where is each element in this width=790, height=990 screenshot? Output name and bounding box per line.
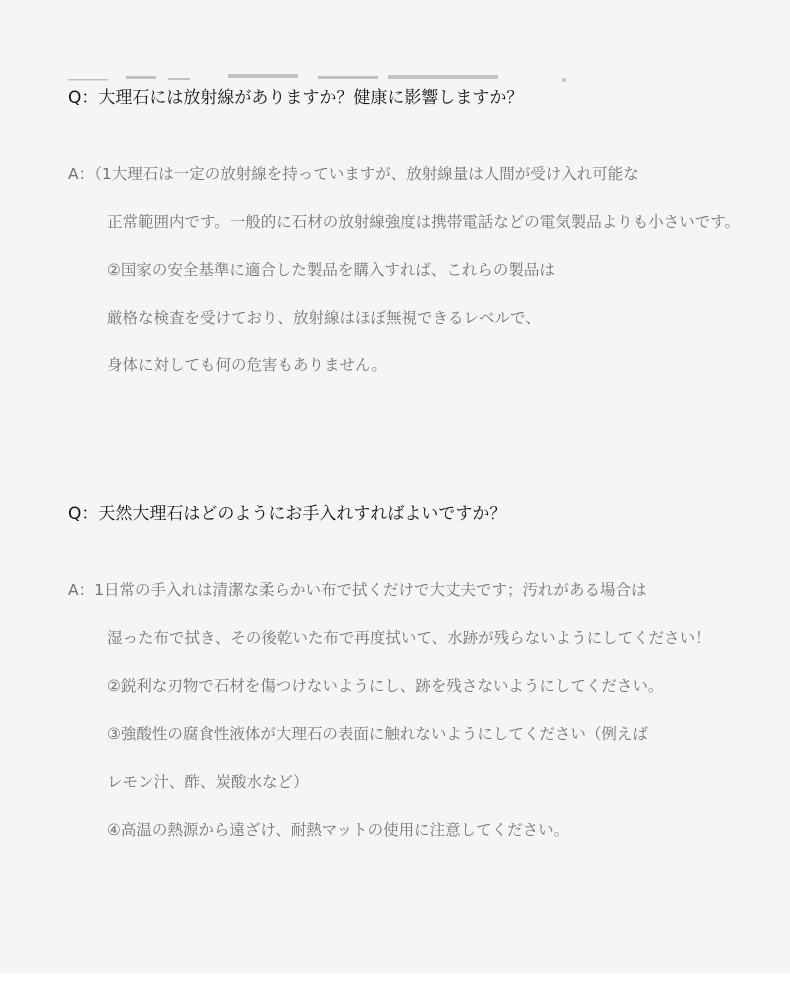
answer-1-line-3: ②国家の安全基準に適合した製品を購入すれば、これらの製品は: [107, 261, 555, 279]
answer-2-line-4: ③強酸性の腐食性液体が大理石の表面に触れないようにしてください（例えば: [107, 725, 648, 743]
question-1: Q：大理石には放射線がありますか？健康に影響しますか？: [68, 88, 524, 108]
answer-2-line-1: A：1日常の手入れは清潔な柔らかい布で拭くだけで大丈夫です；汚れがある場合は: [68, 581, 647, 599]
answer-2-line-3: ②鋭利な刃物で石材を傷つけないようにし、跡を残さないようにしてください。: [107, 677, 664, 695]
answer-1-line-2: 正常範囲内です。一般的に石材の放射線強度は携帯電話などの電気製品よりも小さいです。: [107, 213, 741, 231]
answer-1-line-4: 厳格な検査を受けており、放射線はほぼ無視できるレベルで、: [107, 309, 541, 327]
answer-2-line-2: 湿った布で拭き、その後乾いた布で再度拭いて、水跡が残らないようにしてください！: [107, 629, 711, 647]
answer-2-line-6: ④高温の熱源から遠ざけ、耐熱マットの使用に注意してください。: [107, 821, 570, 839]
question-2: Q：天然大理石はどのようにお手入れすればよいですか？: [68, 504, 507, 524]
answer-1-line-5: 身体に対しても何の危害もありません。: [107, 356, 387, 374]
answer-2-line-5: レモン汁、酢、炭酸水など）: [107, 773, 309, 791]
answer-1-line-1: A：（1大理石は一定の放射線を持っていますが、放射線量は人間が受け入れ可能な: [68, 165, 639, 183]
bottom-strip: [0, 973, 790, 990]
